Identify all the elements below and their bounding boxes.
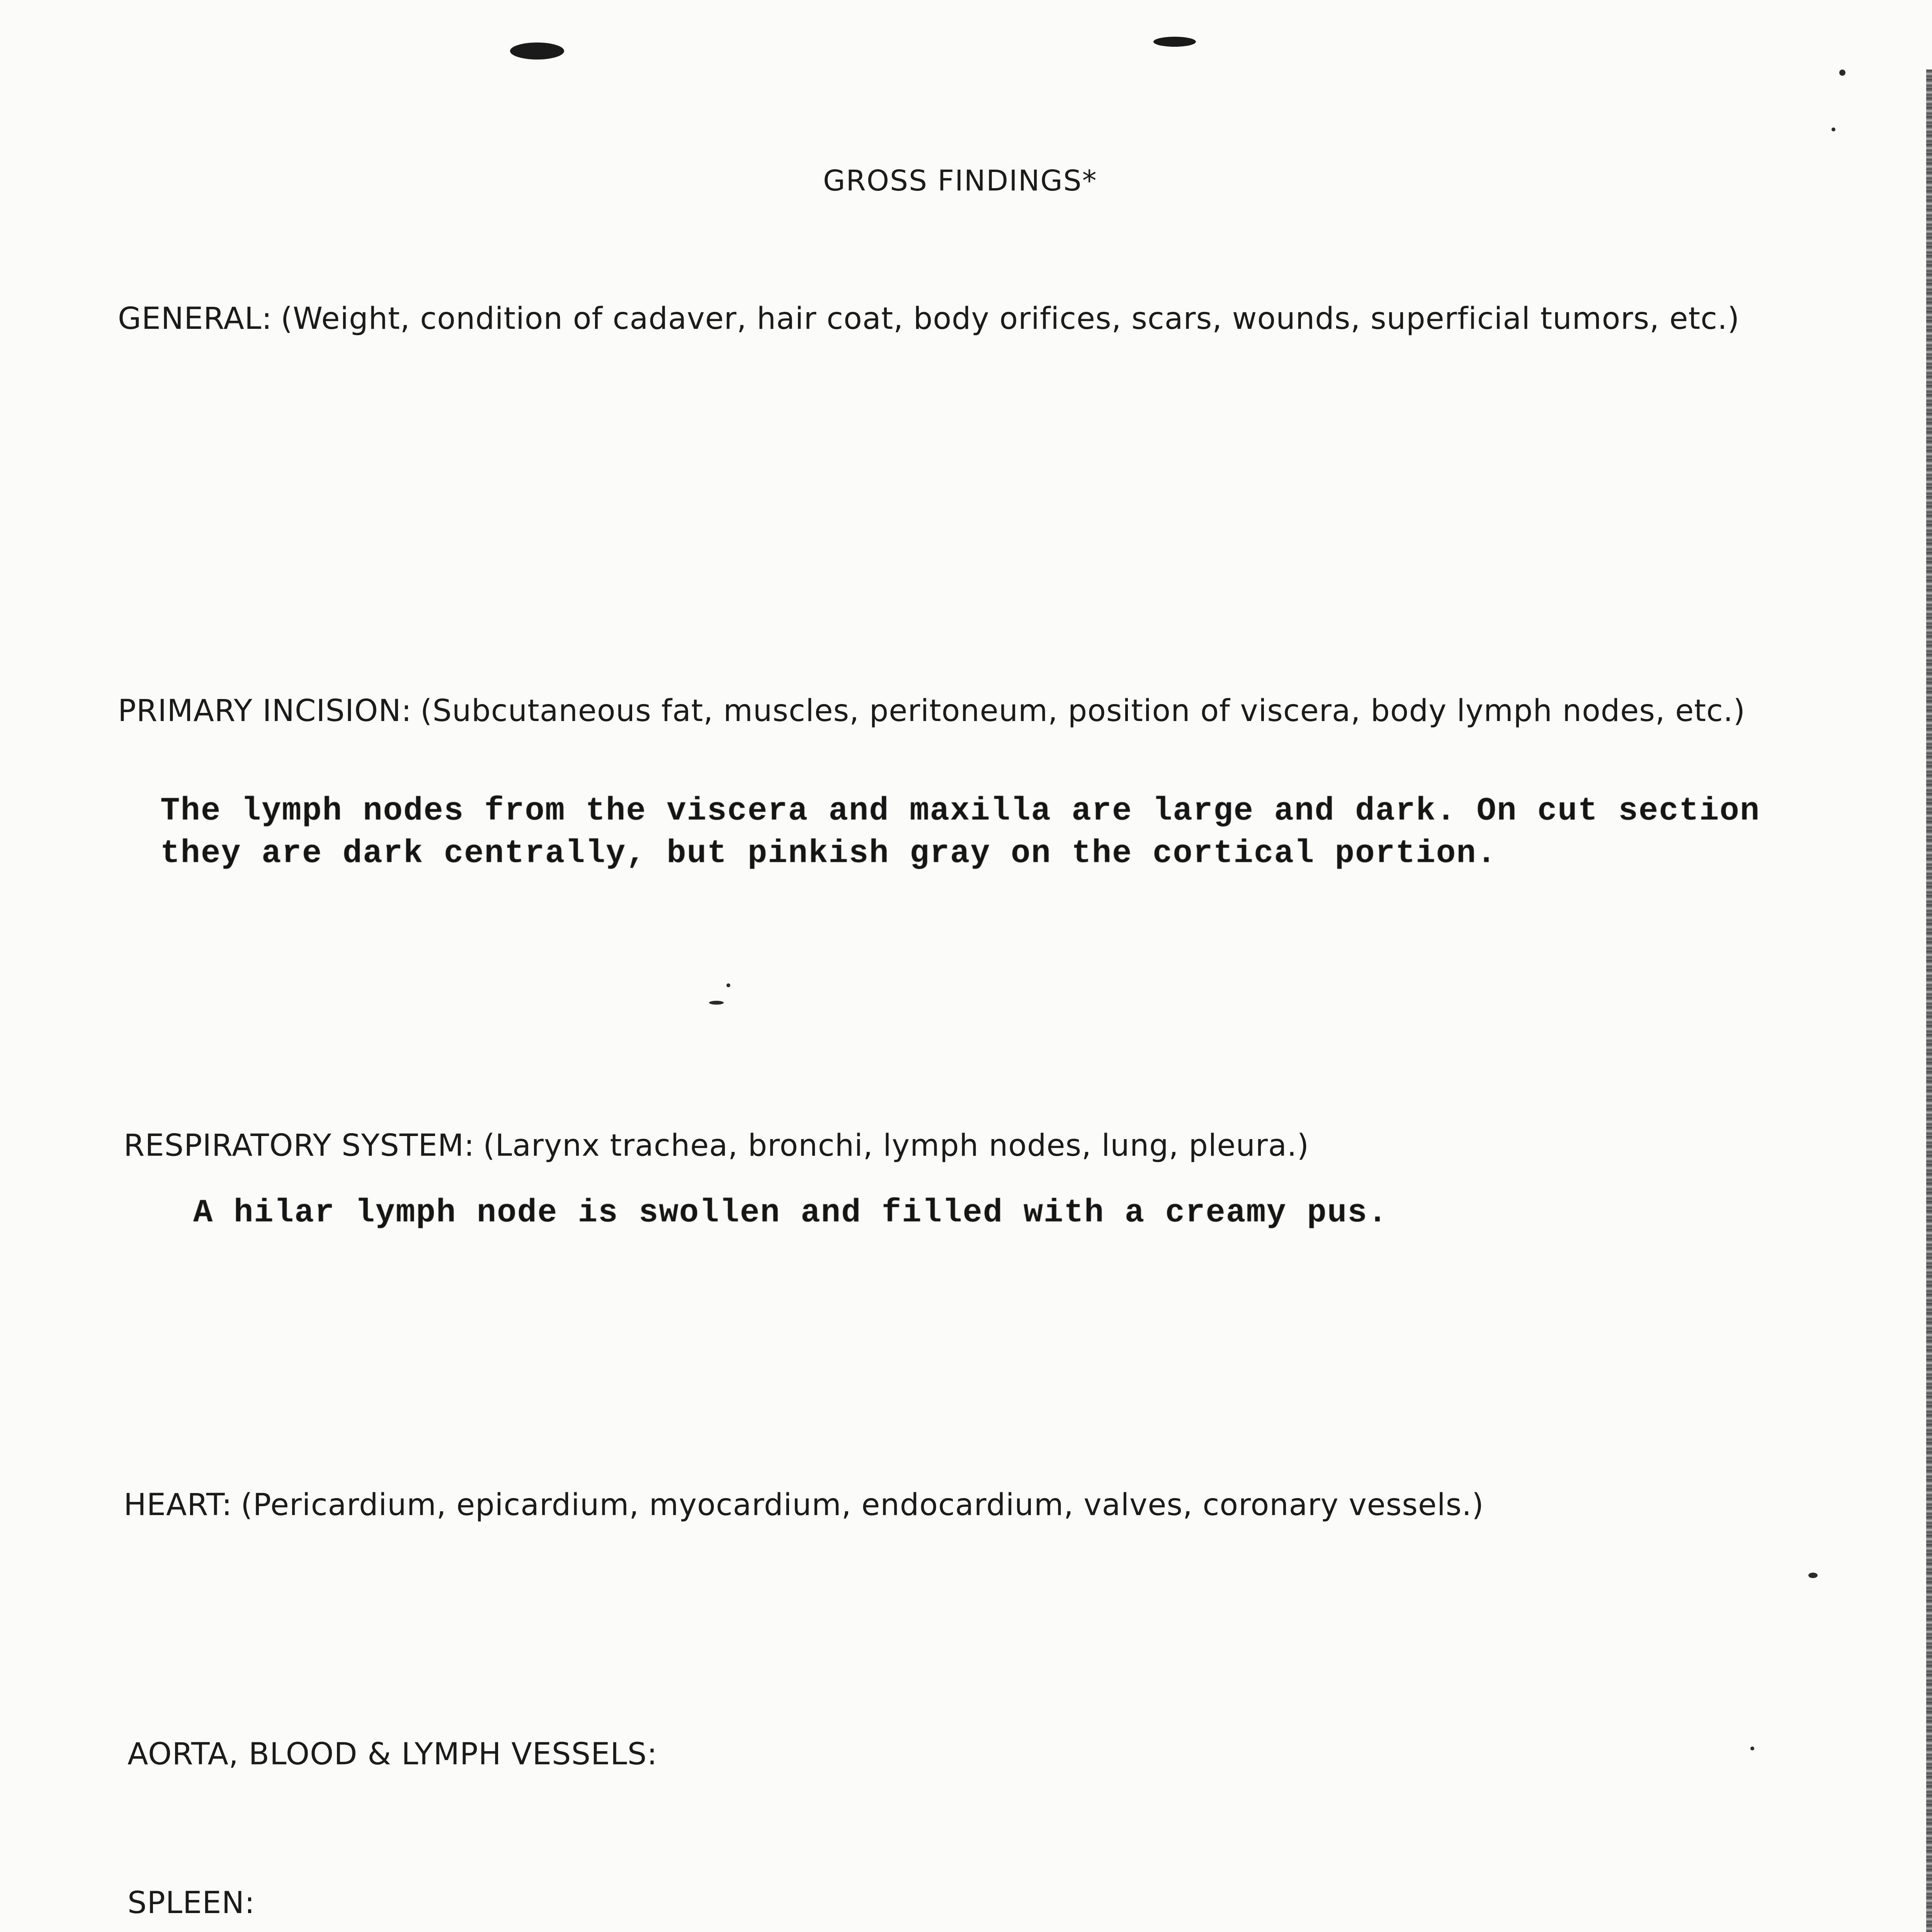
section-heart-heading [124, 1488, 1484, 1522]
scan-artifact-top-center [1153, 37, 1196, 47]
section-general-label: GENERAL: [118, 301, 272, 336]
scan-speck [709, 1001, 724, 1005]
section-primary-incision-typed-line: The lymph nodes from the viscera and maxilla are large and dark. On cut section [160, 793, 1760, 830]
section-respiratory-label: RESPIRATORY SYSTEM: [124, 1128, 475, 1163]
section-general-heading [118, 301, 1740, 336]
section-primary-incision-description: (Subcutaneous fat, muscles, peritoneum, position of viscera, body lymph nodes, etc.) [420, 694, 1746, 728]
section-spleen-label: SPLEEN: [128, 1886, 255, 1920]
scan-speck [1750, 1747, 1754, 1750]
section-spleen-heading [128, 1886, 255, 1920]
section-primary-incision-heading [118, 694, 1745, 728]
scan-artifact-top-left [510, 43, 564, 60]
section-respiratory-heading [124, 1128, 1309, 1163]
scan-speck [1808, 1573, 1818, 1578]
section-heart-label: HEART: [124, 1488, 233, 1522]
scan-speck [1832, 128, 1835, 131]
scan-right-edge [1926, 70, 1932, 1932]
section-aorta-heading [128, 1737, 658, 1772]
section-primary-incision-label: PRIMARY INCISION: [118, 694, 412, 728]
page-title: GROSS FINDINGS* [823, 164, 1097, 197]
section-respiratory-description: (Larynx trachea, bronchi, lymph nodes, lung, pleura.) [483, 1128, 1310, 1163]
section-general-description: (Weight, condition of cadaver, hair coat, body orifices, scars, wounds, superficial tumors, etc.) [281, 301, 1740, 336]
section-respiratory-typed-line: A hilar lymph node is swollen and filled with a creamy pus. [193, 1195, 1388, 1231]
section-heart-description: (Pericardium, epicardium, myocardium, endocardium, valves, coronary vessels.) [241, 1488, 1484, 1522]
section-primary-incision-typed-line: they are dark centrally, but pinkish gray on the cortical portion. [160, 835, 1497, 872]
scan-speck [726, 983, 730, 987]
scan-speck [1839, 70, 1845, 76]
section-aorta-label: AORTA, BLOOD & LYMPH VESSELS: [128, 1737, 658, 1772]
